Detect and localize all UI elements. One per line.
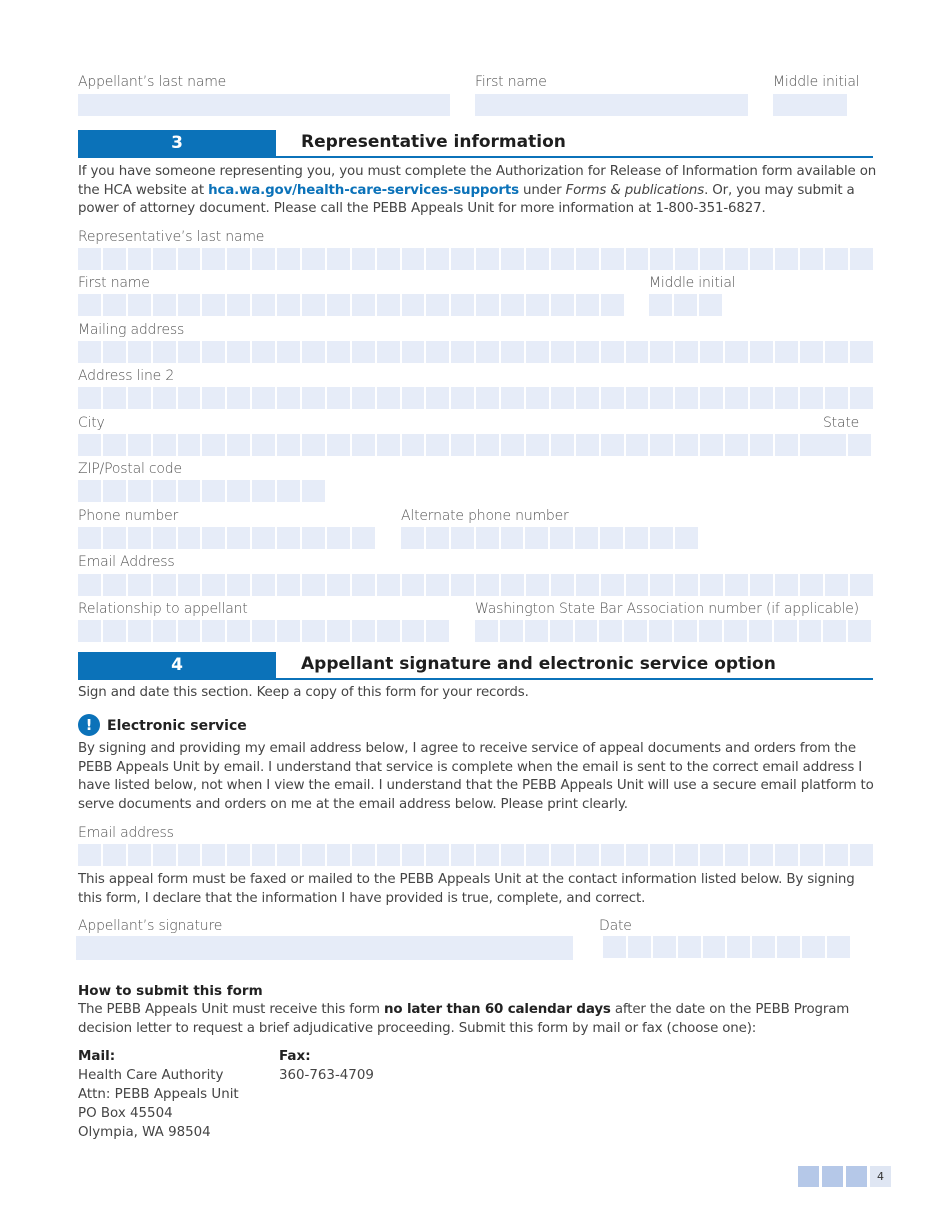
address-line-2-field[interactable]	[78, 387, 873, 409]
state-field[interactable]	[823, 434, 871, 456]
page-number: 4	[870, 1166, 891, 1187]
fax-heading: Fax:	[279, 1048, 311, 1064]
rep-last-name-label: Representative’s last name	[78, 229, 265, 245]
exclamation-circle-icon: !	[78, 714, 100, 736]
mail-address	[78, 1066, 239, 1142]
mail-line: Health Care Authority	[78, 1068, 224, 1083]
zip-field[interactable]	[78, 480, 325, 502]
city-field[interactable]	[78, 434, 823, 456]
section-3-number: 3	[78, 130, 276, 156]
address-line-2-label: Address line 2	[78, 368, 175, 384]
bar-number-field[interactable]	[475, 620, 871, 642]
section-4-number: 4	[78, 652, 276, 678]
submit-heading: How to submit this form	[78, 983, 263, 999]
signature-field[interactable]	[76, 936, 573, 960]
date-field[interactable]	[603, 936, 850, 958]
signature-label: Appellant’s signature	[78, 918, 223, 934]
section-4-title: Appellant signature and electronic service option	[301, 654, 776, 674]
phone-label: Phone number	[78, 508, 179, 524]
appellant-last-name-label: Appellant’s last name	[78, 74, 227, 90]
page-marker-square	[846, 1166, 867, 1187]
hca-website-link[interactable]: hca.wa.gov/health-care-services-supports	[208, 182, 519, 198]
electronic-service-heading: Electronic service	[107, 718, 247, 734]
mail-heading: Mail:	[78, 1048, 116, 1064]
rep-email-label: Email Address	[78, 554, 175, 570]
fax-number: 360-763-4709	[279, 1068, 374, 1083]
section-3-title: Representative information	[301, 132, 566, 152]
section-4-instructions: Sign and date this section. Keep a copy of this form for your records.	[78, 685, 529, 700]
declaration-text: This appeal form must be faxed or mailed to the PEBB Appeals Unit at the contact information listed below. By signing this form, I declare that the information I have provided is true, complete, and correct.	[78, 872, 855, 906]
relationship-label: Relationship to appellant	[78, 601, 248, 617]
zip-label: ZIP/Postal code	[78, 461, 182, 477]
city-label: City	[78, 415, 105, 431]
rep-first-name-label: First name	[78, 275, 150, 291]
mailing-address-field[interactable]	[78, 341, 873, 363]
appellant-middle-initial-field[interactable]	[773, 94, 847, 116]
section-3-header	[78, 130, 873, 158]
appellant-first-name-label: First name	[475, 74, 547, 90]
page-marker-square	[798, 1166, 819, 1187]
submit-text: The PEBB Appeals Unit must receive this form no later than 60 calendar days after the date on the PEBB Program decision letter to request a brief adjudicative proceeding. Submit this form by mail or fax (choose one):	[78, 1002, 850, 1036]
rep-email-field[interactable]	[78, 574, 873, 596]
relationship-field[interactable]	[78, 620, 449, 642]
mail-line: PO Box 45504	[78, 1106, 173, 1121]
phone-field[interactable]	[78, 527, 375, 549]
appellant-email-label: Email address	[78, 825, 174, 841]
section-4-header	[78, 652, 873, 680]
state-label: State	[823, 415, 860, 431]
appellant-last-name-field[interactable]	[78, 94, 450, 116]
rep-last-name-field[interactable]	[78, 248, 873, 270]
appellant-first-name-field[interactable]	[475, 94, 748, 116]
rep-first-name-field[interactable]	[78, 294, 624, 316]
electronic-service-text: By signing and providing my email address below, I agree to receive service of appeal documents and orders from the PEBB Appeals Unit by email. I understand that service is complete when the email is sent to the correct email address I have listed below, not when I view the email. I understand that the PEBB Appeals Unit will use a secure email platform to serve documents and orders on me at the email address below. Please print clearly.	[78, 741, 874, 812]
appellant-middle-initial-label: Middle initial	[773, 74, 860, 90]
rep-middle-initial-label: Middle initial	[649, 275, 736, 291]
bar-number-label: Washington State Bar Association number (if applicable)	[475, 601, 859, 617]
appellant-email-field[interactable]	[78, 844, 873, 866]
mail-line: Olympia, WA 98504	[78, 1125, 211, 1140]
mail-line: Attn: PEBB Appeals Unit	[78, 1087, 239, 1102]
page-marker-square	[822, 1166, 843, 1187]
alt-phone-label: Alternate phone number	[401, 508, 569, 524]
date-label: Date	[599, 918, 632, 934]
rep-middle-initial-field[interactable]	[649, 294, 722, 316]
section-3-intro: If you have someone representing you, you must complete the Authorization for Release of Information form available on the HCA website at hca.wa.gov/health-care-services-supports under Forms & publications. Or, you may submit a power of attorney document. Please call the PEBB Appeals Unit for more information at 1-800-351-6827.	[78, 164, 877, 216]
mailing-address-label: Mailing address	[78, 322, 185, 338]
alt-phone-field[interactable]	[401, 527, 698, 549]
